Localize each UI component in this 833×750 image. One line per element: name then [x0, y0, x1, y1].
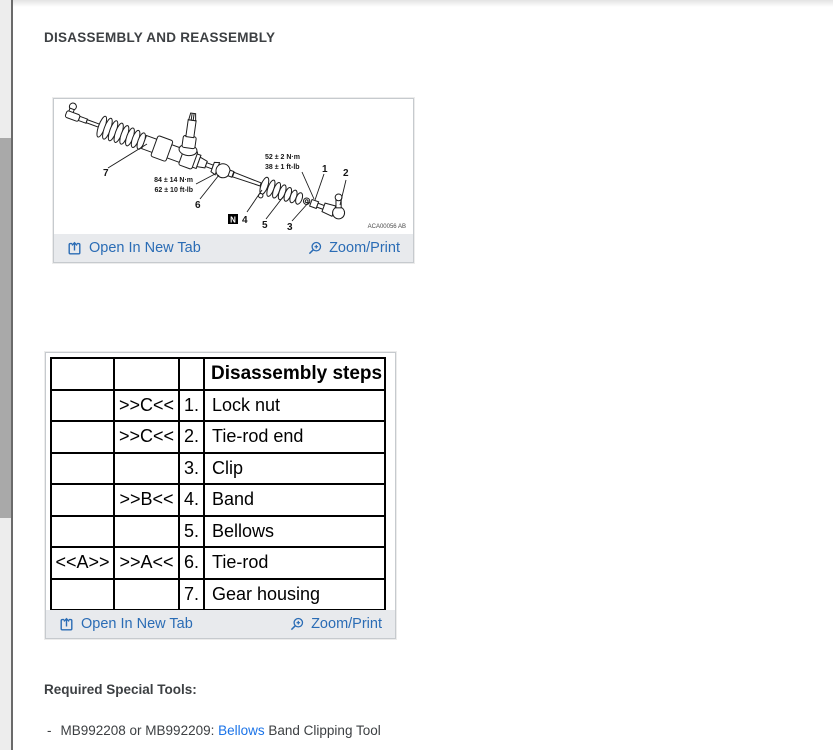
figure1-zoom-label: Zoom/Print: [329, 240, 400, 256]
tool-text-after: Band Clipping Tool: [264, 723, 381, 738]
required-special-tools-heading: Required Special Tools:: [44, 682, 197, 697]
table-row: >>C<< 2. Tie-rod end: [51, 421, 385, 453]
callout-3: 3: [287, 222, 293, 233]
figure1-open-label: Open In New Tab: [89, 240, 201, 256]
figure-steering-gear-image: [54, 99, 413, 234]
figure1-open-in-new-tab-link[interactable]: [67, 240, 201, 256]
open-in-new-tab-icon: [59, 617, 74, 632]
figure-steering-gear: [53, 98, 414, 263]
pinion-shaft-drawing: [178, 112, 202, 157]
steering-gear-diagram: [59, 102, 408, 233]
top-shadow-divider: [13, 0, 833, 7]
figure2-toolbar: [46, 610, 395, 638]
callout-leader-lines: [108, 144, 346, 221]
callout-6: 6: [195, 200, 201, 211]
open-in-new-tab-icon: [67, 241, 82, 256]
figure1-zoom-print-link[interactable]: [307, 240, 400, 256]
torque-label-outer-nm: 52 ± 2 N·m: [265, 154, 300, 161]
table-row: 7. Gear housing: [51, 579, 385, 611]
figure-disassembly-steps-image: [46, 353, 395, 610]
page-title: DISASSEMBLY AND REASSEMBLY: [44, 30, 276, 45]
zoom-magnifier-icon: [307, 241, 322, 256]
callout-1: 1: [322, 164, 328, 175]
left-scrollbar-track[interactable]: [0, 0, 11, 750]
panel-divider: [11, 0, 13, 750]
figure-disassembly-steps: [45, 352, 396, 639]
figure-code: ACA00056 AB: [367, 224, 406, 230]
table-row: <<A>> >>A<< 6. Tie-rod: [51, 547, 385, 579]
table-header-row: [51, 358, 385, 390]
figure1-toolbar: [54, 234, 413, 262]
special-tool-list-item: [47, 723, 381, 738]
left-scrollbar-thumb[interactable]: [0, 138, 11, 518]
torque-label-inner-ftlb: 62 ± 10 ft-lb: [154, 187, 193, 194]
figure2-zoom-label: Zoom/Print: [311, 616, 382, 632]
list-bullet: -: [47, 723, 52, 738]
zoom-magnifier-icon: [289, 617, 304, 632]
callout-5: 5: [262, 220, 268, 231]
torque-label-inner-nm: 84 ± 14 N·m: [154, 177, 193, 184]
tool-text-before: MB992208 or MB992209:: [60, 723, 219, 738]
table-row: >>B<< 4. Band: [51, 484, 385, 516]
table-row: 3. Clip: [51, 453, 385, 485]
callout-7: 7: [103, 168, 109, 179]
table-row: >>C<< 1. Lock nut: [51, 390, 385, 422]
table-row: 5. Bellows: [51, 516, 385, 548]
bellows-link[interactable]: Bellows: [218, 723, 265, 738]
callout-2: 2: [343, 168, 349, 179]
disassembly-steps-table: [50, 357, 386, 610]
n-marker: N: [230, 215, 236, 225]
figure2-zoom-print-link[interactable]: [289, 616, 382, 632]
figure2-open-in-new-tab-link[interactable]: [59, 616, 193, 632]
rack-assembly-drawing: [62, 102, 351, 227]
torque-label-outer-ftlb: 38 ± 1 ft-lb: [265, 164, 300, 171]
figure2-open-label: Open In New Tab: [81, 616, 193, 632]
table-header-label: Disassembly steps: [204, 358, 385, 390]
callout-4: 4: [242, 215, 248, 226]
